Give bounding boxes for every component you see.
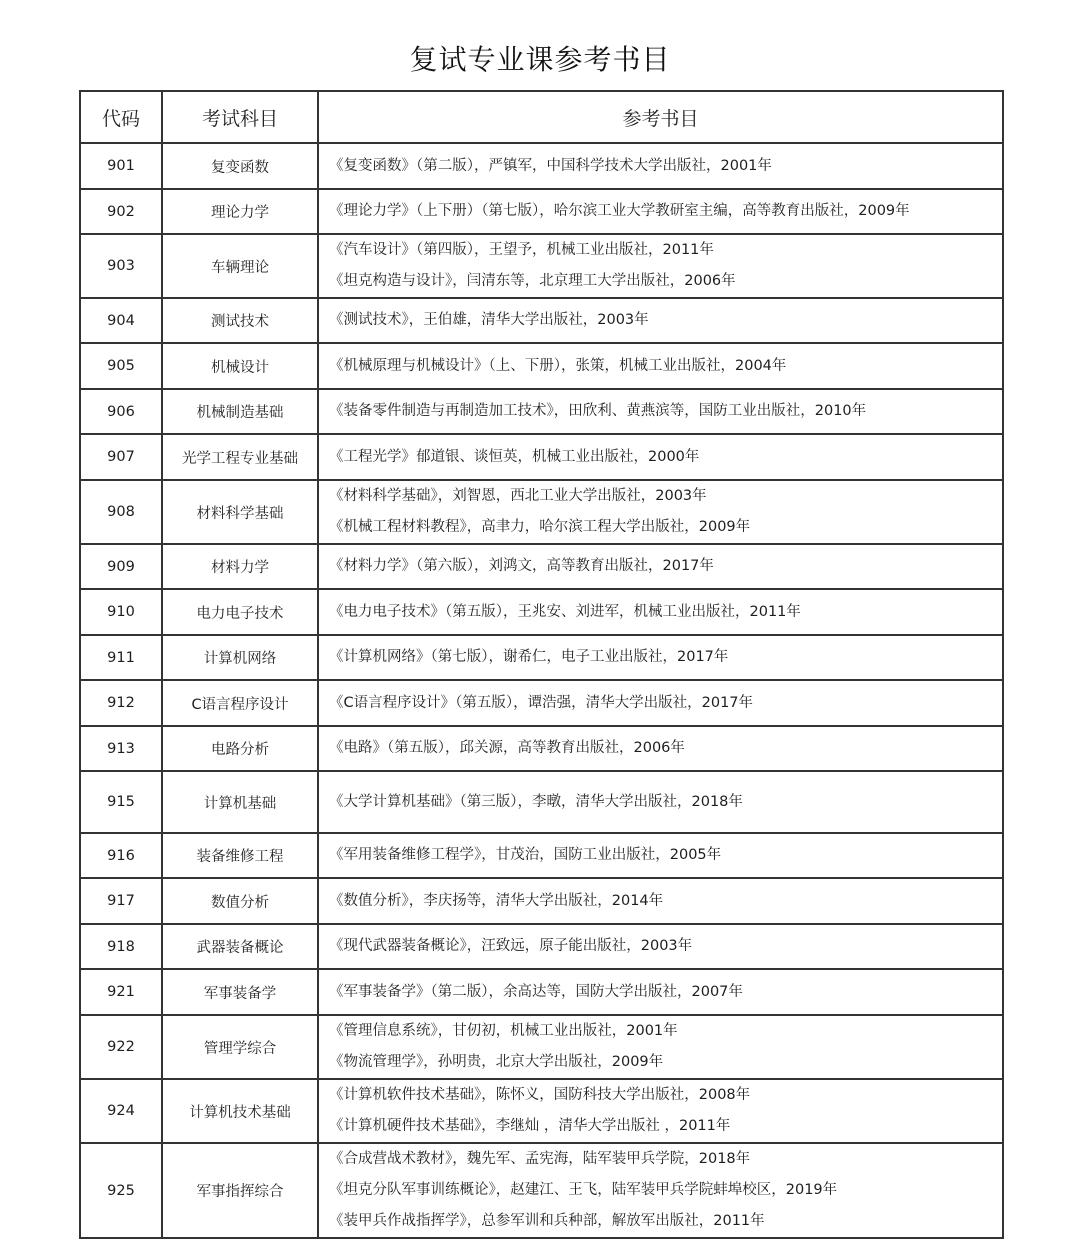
reference-book: 《工程光学》郁道银、谈恒英，机械工业出版社，2000年: [329, 448, 700, 465]
reference-book: 《机械原理与机械设计》（上、下册），张策，机械工业出版社，2004年: [329, 357, 787, 374]
page-title: 复试专业课参考书目: [409, 43, 671, 76]
course-code: 918: [80, 924, 162, 969]
exam-subject: 机械设计: [162, 343, 318, 389]
reference-book: 《现代武器装备概论》，汪致远，原子能出版社，2003年: [329, 938, 693, 954]
reference-books-cell: [318, 833, 1003, 878]
reference-books-cell: [318, 1015, 1003, 1079]
table-row: [80, 924, 1003, 969]
table-row: [80, 680, 1003, 726]
table-row: [80, 544, 1003, 589]
table-row: [80, 833, 1003, 878]
table-row: [80, 298, 1003, 343]
course-code: 916: [80, 833, 162, 878]
reference-book: 《计算机软件技术基础》，陈怀义，国防科技大学出版社，2008年: [329, 1087, 751, 1103]
exam-subject: 军事装备学: [162, 969, 318, 1015]
exam-subject: 光学工程专业基础: [162, 434, 318, 480]
reference-book: 《军用装备维修工程学》，甘茂治，国防工业出版社，2005年: [329, 847, 722, 863]
reference-book: 《机械工程材料教程》，高聿力，哈尔滨工程大学出版社，2009年: [329, 519, 751, 535]
reference-books-cell: [318, 589, 1003, 635]
reference-books-cell: [318, 680, 1003, 726]
course-code: 902: [80, 189, 162, 234]
course-code: 922: [80, 1015, 162, 1079]
exam-subject: 管理学综合: [162, 1015, 318, 1079]
reference-book: 《管理信息系统》，甘仞初，机械工业出版社，2001年: [329, 1023, 678, 1039]
reference-book: 《物流管理学》，孙明贵，北京大学出版社，2009年: [329, 1054, 664, 1070]
reference-book: 《数值分析》，李庆扬等，清华大学出版社，2014年: [329, 892, 664, 909]
reference-books-cell: [318, 1143, 1003, 1238]
reference-book: 《电力电子技术》（第五版），王兆安、刘进军，机械工业出版社，2011年: [329, 603, 801, 620]
reference-book: 《合成营战术教材》，魏先军、孟宪海，陆军装甲兵学院，2018年: [329, 1151, 751, 1167]
table-row: [80, 878, 1003, 924]
exam-subject: C语言程序设计: [162, 680, 318, 726]
reference-book: 《材料力学》（第六版），刘鸿文，高等教育出版社，2017年: [329, 558, 714, 574]
course-code: 904: [80, 298, 162, 343]
reference-books-cell: [318, 635, 1003, 680]
reference-books-cell: [318, 544, 1003, 589]
course-code: 917: [80, 878, 162, 924]
table-row: [80, 635, 1003, 680]
table-row: [80, 1015, 1003, 1079]
table-row: [80, 589, 1003, 635]
course-code: 901: [80, 143, 162, 189]
table-row: [80, 234, 1003, 298]
exam-subject: 理论力学: [162, 189, 318, 234]
reference-books-cell: [318, 298, 1003, 343]
exam-subject: 装备维修工程: [162, 833, 318, 878]
reference-books-cell: [318, 343, 1003, 389]
exam-subject: 材料科学基础: [162, 480, 318, 544]
course-code: 912: [80, 680, 162, 726]
exam-subject: 军事指挥综合: [162, 1143, 318, 1238]
header-refs: 参考书目: [318, 91, 1003, 143]
header-code: 代码: [80, 91, 162, 143]
course-code: 908: [80, 480, 162, 544]
exam-subject: 计算机技术基础: [162, 1079, 318, 1143]
reference-books-cell: [318, 726, 1003, 771]
reference-book: 《材料科学基础》，刘智恩，西北工业大学出版社，2003年: [329, 488, 707, 504]
exam-subject: 材料力学: [162, 544, 318, 589]
course-code: 924: [80, 1079, 162, 1143]
course-code: 906: [80, 389, 162, 434]
reference-books-cell: [318, 234, 1003, 298]
table-row: [80, 143, 1003, 189]
reference-books-cell: [318, 878, 1003, 924]
exam-subject: 电路分析: [162, 726, 318, 771]
reference-books-cell: [318, 189, 1003, 234]
table-row: [80, 343, 1003, 389]
reference-books-cell: [318, 434, 1003, 480]
course-code: 905: [80, 343, 162, 389]
table-row: [80, 1143, 1003, 1238]
reference-book: 《坦克构造与设计》，闫清东等，北京理工大学出版社，2006年: [329, 273, 736, 289]
reference-books-cell: [318, 969, 1003, 1015]
reference-books-cell: [318, 143, 1003, 189]
table-row: [80, 389, 1003, 434]
reference-book: 《理论力学》（上下册）（第七版），哈尔滨工业大学教研室主编，高等教育出版社，2009年: [329, 203, 910, 219]
exam-subject: 武器装备概论: [162, 924, 318, 969]
exam-subject: 计算机网络: [162, 635, 318, 680]
reference-book: 《装备零件制造与再制造加工技术》，田欣利、黄燕滨等，国防工业出版社，2010年: [329, 403, 867, 419]
exam-subject: 车辆理论: [162, 234, 318, 298]
exam-subject: 测试技术: [162, 298, 318, 343]
exam-subject: 计算机基础: [162, 771, 318, 833]
table-header-row: [80, 91, 1003, 143]
reference-books-table: [79, 90, 1004, 1239]
reference-book: 《大学计算机基础》（第三版），李暾，清华大学出版社，2018年: [329, 793, 743, 810]
course-code: 913: [80, 726, 162, 771]
course-code: 910: [80, 589, 162, 635]
reference-book: 《计算机网络》（第七版），谢希仁，电子工业出版社，2017年: [329, 649, 729, 665]
reference-book: 《计算机硬件技术基础》，李继灿 ，清华大学出版社 ，2011年: [329, 1118, 731, 1134]
course-code: 911: [80, 635, 162, 680]
reference-books-cell: [318, 771, 1003, 833]
reference-book: 《复变函数》（第二版），严镇军，中国科学技术大学出版社，2001年: [329, 157, 772, 174]
table-row: [80, 726, 1003, 771]
reference-books-cell: [318, 480, 1003, 544]
exam-subject: 机械制造基础: [162, 389, 318, 434]
header-subject: 考试科目: [162, 91, 318, 143]
exam-subject: 数值分析: [162, 878, 318, 924]
course-code: 915: [80, 771, 162, 833]
table-row: [80, 189, 1003, 234]
reference-book: 《电路》（第五版），邱关源，高等教育出版社，2006年: [329, 740, 685, 756]
reference-book: 《坦克分队军事训练概论》，赵建江、王飞，陆军装甲兵学院蚌埠校区，2019年: [329, 1182, 838, 1198]
course-code: 909: [80, 544, 162, 589]
exam-subject: 电力电子技术: [162, 589, 318, 635]
table-row: [80, 434, 1003, 480]
reference-book: 《装甲兵作战指挥学》，总参军训和兵种部，解放军出版社，2011年: [329, 1213, 765, 1229]
course-code: 921: [80, 969, 162, 1015]
reference-books-cell: [318, 389, 1003, 434]
table-row: [80, 1079, 1003, 1143]
table-row: [80, 969, 1003, 1015]
reference-books-cell: [318, 924, 1003, 969]
table-row: [80, 771, 1003, 833]
reference-book: 《测试技术》，王伯雄，清华大学出版社，2003年: [329, 312, 649, 328]
exam-subject: 复变函数: [162, 143, 318, 189]
course-code: 907: [80, 434, 162, 480]
reference-book: 《C语言程序设计》（第五版），谭浩强，清华大学出版社，2017年: [329, 694, 754, 711]
table-row: [80, 480, 1003, 544]
reference-book: 《军事装备学》（第二版），余高达等，国防大学出版社，2007年: [329, 983, 743, 1000]
course-code: 903: [80, 234, 162, 298]
reference-book: 《汽车设计》（第四版），王望予，机械工业出版社，2011年: [329, 242, 714, 258]
course-code: 925: [80, 1143, 162, 1238]
reference-books-cell: [318, 1079, 1003, 1143]
table-body: [80, 143, 1003, 1238]
